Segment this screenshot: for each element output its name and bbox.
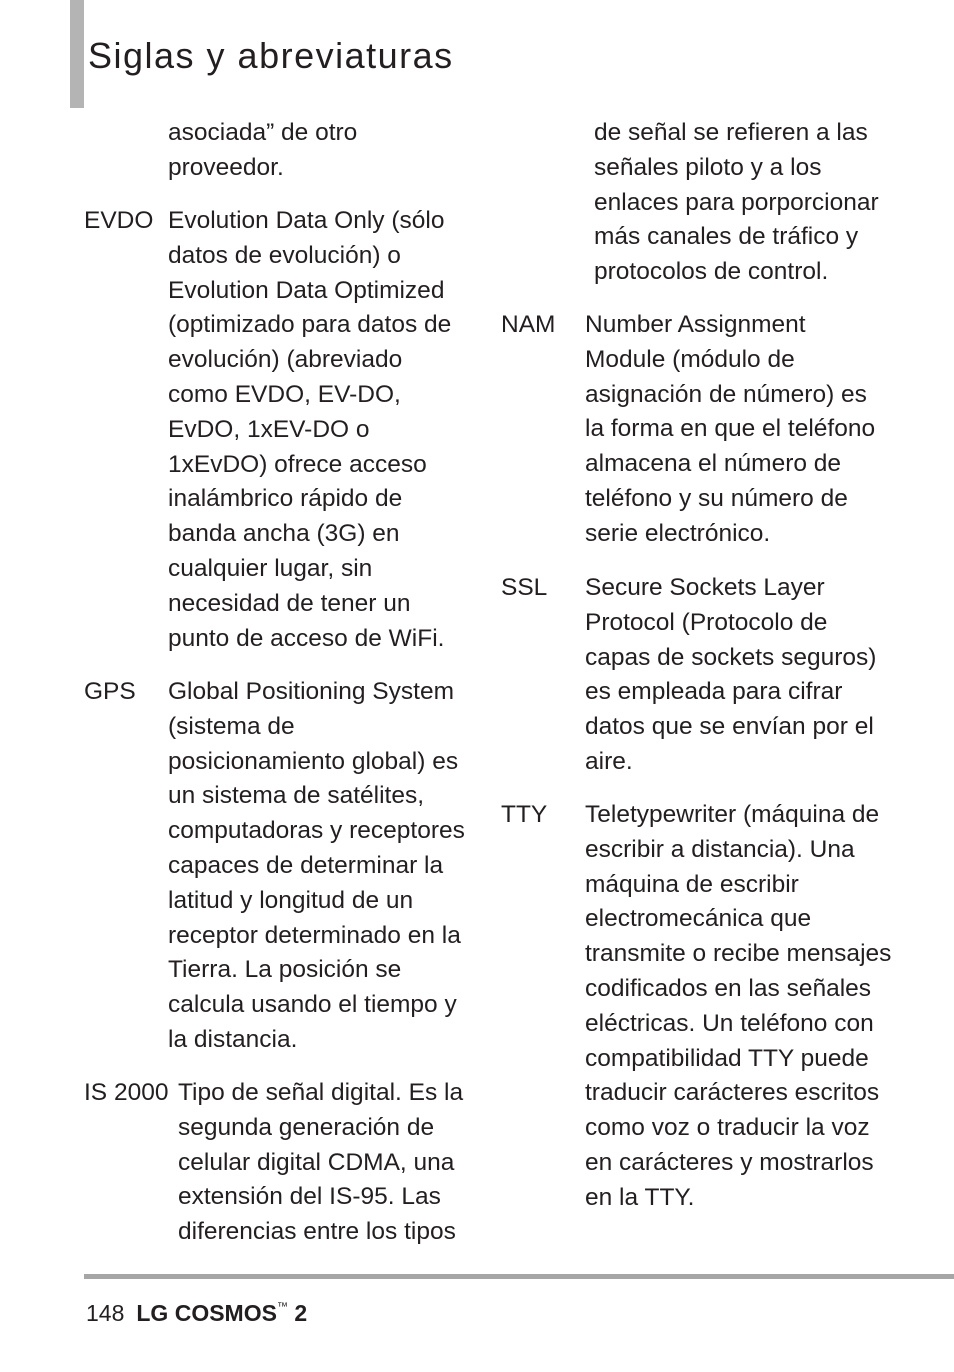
abbreviation: SSL bbox=[501, 574, 548, 601]
page-number: 148 bbox=[86, 1300, 125, 1326]
text-line: compatibilidad TTY puede bbox=[585, 1044, 869, 1072]
text-line: Protocol (Protocolo de bbox=[585, 608, 828, 636]
text-line: de señal se refieren a las bbox=[594, 119, 868, 146]
text-line: inalámbrico rápido de bbox=[168, 485, 403, 513]
text-line: datos que se envían por el bbox=[585, 713, 874, 741]
text-line: almacena el número de bbox=[585, 450, 842, 478]
text-line: cualquier lugar, sin bbox=[168, 554, 373, 582]
text-line: Tierra. La posición se bbox=[168, 956, 402, 984]
text-line: un sistema de satélites, bbox=[168, 782, 425, 810]
text-line: receptor determinado en la bbox=[168, 921, 461, 949]
text-line: traducir carácteres escritos bbox=[585, 1079, 880, 1107]
abbreviation: EVDO bbox=[84, 207, 154, 234]
text-line: la forma en que el teléfono bbox=[585, 415, 876, 443]
definition bbox=[178, 1076, 463, 1250]
text-line: EvDO, 1xEV-DO o bbox=[168, 415, 370, 443]
text-line: 1xEvDO) ofrece acceso bbox=[168, 450, 427, 478]
definition bbox=[585, 308, 875, 552]
definition bbox=[168, 675, 465, 1058]
text-line: capas de sockets seguros) bbox=[585, 643, 877, 671]
text-line: diferencias entre los tipos bbox=[178, 1218, 456, 1246]
title-accent-bar bbox=[70, 0, 84, 108]
text-line: es empleada para cifrar bbox=[585, 678, 843, 706]
definition bbox=[585, 798, 891, 1216]
text-line: Teletypewriter (máquina de bbox=[585, 801, 880, 828]
text-line: codificados en las señales bbox=[585, 974, 872, 1002]
text-line: aire. bbox=[585, 747, 633, 775]
text-line: Evolution Data Optimized bbox=[168, 276, 445, 304]
text-line: máquina de escribir bbox=[585, 870, 799, 898]
text-line: Number Assignment bbox=[585, 311, 806, 338]
text-line: escribir a distancia). Una bbox=[585, 835, 855, 863]
text-line: protocolos de control. bbox=[594, 258, 829, 286]
text-line: en la TTY. bbox=[585, 1183, 695, 1211]
abbreviation: GPS bbox=[84, 678, 136, 705]
page-footer bbox=[86, 1290, 307, 1330]
text-line: Global Positioning System bbox=[168, 678, 454, 705]
abbreviation: IS 2000 bbox=[84, 1079, 169, 1106]
text-line: extensión del IS-95. Las bbox=[178, 1183, 441, 1211]
brand-name bbox=[136, 1300, 307, 1326]
text-line: la distancia. bbox=[168, 1025, 298, 1053]
text-line: computadoras y receptores bbox=[168, 817, 465, 845]
model-number: 2 bbox=[294, 1300, 308, 1326]
page-title: Siglas y abreviaturas bbox=[88, 35, 454, 76]
text-line: latitud y longitud de un bbox=[168, 886, 414, 914]
text-line: señales piloto y a los bbox=[594, 153, 822, 181]
text-line: transmite o recibe mensajes bbox=[585, 940, 892, 968]
text-line: serie electrónico. bbox=[585, 519, 771, 547]
text-line: enlaces para porporcionar bbox=[594, 188, 879, 216]
left-continuation-text bbox=[168, 116, 357, 186]
text-line: segunda generación de bbox=[178, 1113, 435, 1141]
text-line: eléctricas. Un teléfono con bbox=[585, 1009, 874, 1037]
text-line: en carácteres y mostrarlos bbox=[585, 1148, 874, 1176]
text-line: celular digital CDMA, una bbox=[178, 1148, 455, 1176]
text-line: punto de acceso de WiFi. bbox=[168, 624, 445, 652]
text-line: Module (módulo de bbox=[585, 345, 795, 373]
definition bbox=[585, 571, 876, 780]
text-line: teléfono y su número de bbox=[585, 484, 848, 512]
definition bbox=[168, 204, 451, 656]
text-line: calcula usando el tiempo y bbox=[168, 991, 457, 1019]
abbreviation: TTY bbox=[501, 801, 548, 828]
text-line: Tipo de señal digital. Es la bbox=[178, 1079, 464, 1106]
abbreviation: NAM bbox=[501, 311, 556, 338]
footer-rule bbox=[84, 1274, 954, 1279]
text-line: electromecánica que bbox=[585, 905, 812, 933]
text-line: posicionamiento global) es bbox=[168, 747, 459, 775]
brand-text: LG COSMOS bbox=[136, 1300, 277, 1326]
text-line: datos de evolución) o bbox=[168, 241, 401, 269]
text-line: banda ancha (3G) en bbox=[168, 520, 400, 548]
text-line: necesidad de tener un bbox=[168, 589, 411, 617]
text-line: Secure Sockets Layer bbox=[585, 574, 825, 601]
text-line: como EVDO, EV-DO, bbox=[168, 380, 401, 408]
text-line: más canales de tráfico y bbox=[594, 223, 859, 251]
text-line: asignación de número) es bbox=[585, 380, 867, 408]
text-line: Evolution Data Only (sólo bbox=[168, 207, 445, 234]
trademark-symbol: ™ bbox=[276, 1301, 288, 1313]
text-line: (sistema de bbox=[168, 712, 295, 740]
text-line: como voz o traducir la voz bbox=[585, 1114, 870, 1142]
text-line: capaces de determinar la bbox=[168, 851, 444, 879]
text-line: asociada” de otro bbox=[168, 119, 358, 146]
text-line: (optimizado para datos de bbox=[168, 311, 452, 339]
text-line: proveedor. bbox=[168, 153, 284, 181]
text-line: evolución) (abreviado bbox=[168, 346, 403, 374]
right-continuation-text bbox=[594, 116, 879, 290]
